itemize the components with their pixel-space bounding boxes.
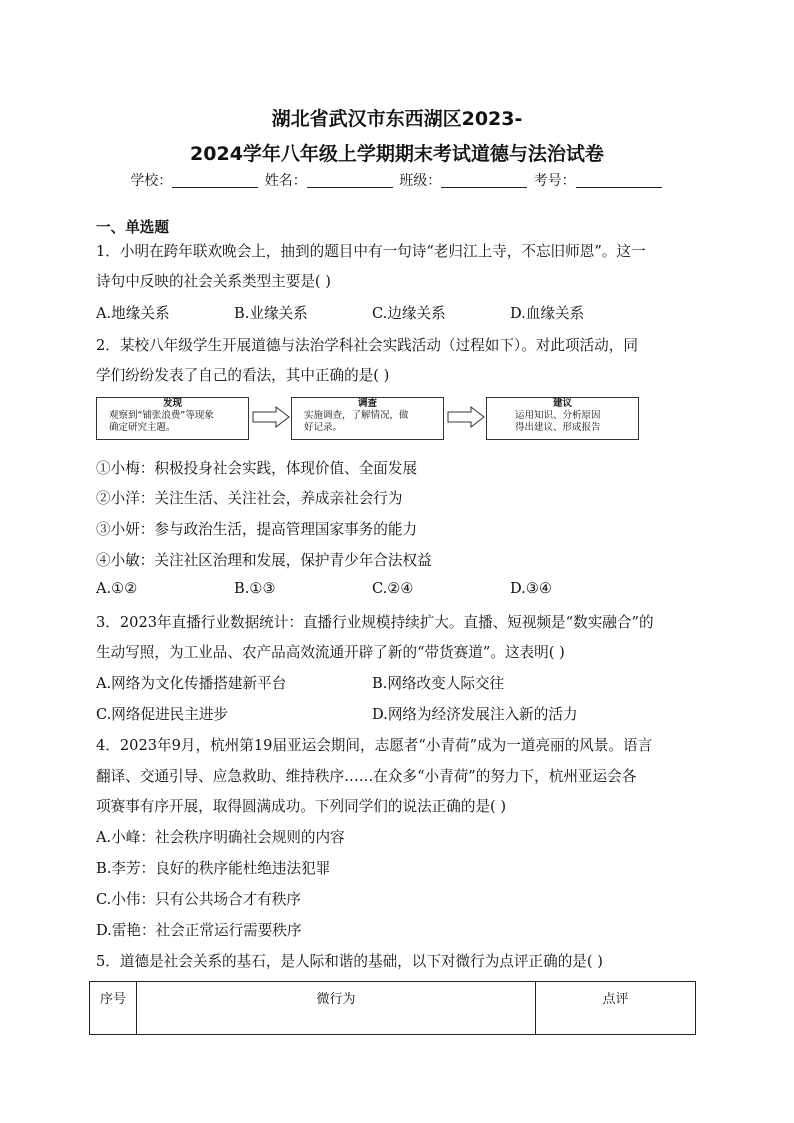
q1-option-c[interactable]: C.边缘关系 xyxy=(372,305,446,322)
flow-step-discover xyxy=(96,397,249,440)
flow-step-text: 实施调查，了解情况，做 xyxy=(304,410,409,421)
class-label: 班级： xyxy=(399,173,442,189)
q4-option-d[interactable]: D.雷艳：社会正常运行需要秩序 xyxy=(96,922,302,939)
flow-step-text: 好记录。 xyxy=(304,422,343,433)
table-header-cell: 点评 xyxy=(536,982,696,1035)
flow-step-text: 运用知识、分析原因 xyxy=(515,410,601,421)
flow-step-head: 发现 xyxy=(162,398,182,409)
q2-statement-1: ①小梅：积极投身社会实践，体现价值、全面发展 xyxy=(96,460,418,477)
q2-option-b[interactable]: B.①③ xyxy=(234,580,276,597)
q2-statement-4: ④小敏：关注社区治理和发展，保护青少年合法权益 xyxy=(96,552,432,569)
q1-option-b[interactable]: B.业缘关系 xyxy=(234,305,308,322)
arrow-right-icon xyxy=(252,406,290,428)
section-heading: 一、单选题 xyxy=(96,219,169,236)
flow-step-suggest xyxy=(486,397,639,440)
q4-stem-line2: 翻译、交通引导、应急救助、维持秩序……在众多“小青荷”的努力下，杭州亚运会各 xyxy=(96,768,637,785)
q4-stem-line3: 项赛事有序开展，取得圆满成功。下列同学们的说法正确的是( ) xyxy=(96,798,507,815)
table-header-cell: 微行为 xyxy=(137,982,536,1035)
name-label: 姓名： xyxy=(264,173,307,189)
table-header-row xyxy=(90,982,696,1035)
q3-option-a[interactable]: A.网络为文化传播搭建新平台 xyxy=(96,675,287,692)
q3-option-d[interactable]: D.网络为经济发展注入新的活力 xyxy=(372,706,578,723)
flow-step-survey xyxy=(291,397,444,440)
q5-stem-line1: 5．道德是社会关系的基石，是人际和谐的基础，以下对微行为点评正确的是( ) xyxy=(96,953,603,970)
q3-stem-line2: 生动写照，为工业品、农产品高效流通开辟了新的“带货赛道”。这表明( ) xyxy=(96,644,565,661)
class-field[interactable] xyxy=(441,173,527,188)
q4-stem-line1: 4．2023年9月，杭州第19届亚运会期间，志愿者“小青荷”成为一道亮丽的风景。语言 xyxy=(96,737,653,754)
arrow-right-icon xyxy=(447,406,485,428)
page-title-line2: 2024学年八年级上学期期末考试道德与法治试卷 xyxy=(190,143,604,165)
flow-step-head: 调查 xyxy=(357,398,377,409)
table-header-cell: 序号 xyxy=(90,982,137,1035)
school-field[interactable] xyxy=(172,173,258,188)
page-title-line1: 湖北省武汉市东西湖区2023- xyxy=(271,108,523,130)
q2-statement-3: ③小妍：参与政治生活，提高管理国家事务的能力 xyxy=(96,521,418,538)
q2-option-d[interactable]: D.③④ xyxy=(510,580,552,597)
name-field[interactable] xyxy=(307,173,393,188)
q2-statement-2: ②小洋：关注生活、关注社会，养成亲社会行为 xyxy=(96,490,403,507)
q1-stem-line1: 1．小明在跨年联欢晚会上，抽到的题目中有一句诗“老归江上寺，不忘旧师恩”。这一 xyxy=(96,243,646,260)
q3-option-c[interactable]: C.网络促进民主进步 xyxy=(96,706,229,723)
flow-step-text: 确定研究主题。 xyxy=(109,422,176,433)
exam-no-field[interactable] xyxy=(576,173,662,188)
q2-stem-line1: 2．某校八年级学生开展道德与法治学科社会实践活动（过程如下）。对此项活动，同 xyxy=(96,337,638,354)
q4-option-a[interactable]: A.小峰：社会秩序明确社会规则的内容 xyxy=(96,829,345,846)
q2-option-a[interactable]: A.①② xyxy=(96,580,138,597)
q3-stem-line1: 3．2023年直播行业数据统计：直播行业规模持续扩大。直播、短视频是“数实融合”的 xyxy=(96,614,654,631)
q2-option-c[interactable]: C.②④ xyxy=(372,580,414,597)
exam-no-label: 考号： xyxy=(533,173,576,189)
q1-option-d[interactable]: D.血缘关系 xyxy=(510,305,585,322)
q1-stem-line2: 诗句中反映的社会关系类型主要是( ) xyxy=(96,273,331,290)
q4-option-b[interactable]: B.李芳：良好的秩序能杜绝违法犯罪 xyxy=(96,860,331,877)
flow-step-text: 得出建议、形成报告 xyxy=(515,422,601,433)
q1-option-a[interactable]: A.地缘关系 xyxy=(96,305,170,322)
q5-table xyxy=(89,981,696,1035)
q4-option-c[interactable]: C.小伟：只有公共场合才有秩序 xyxy=(96,891,302,908)
school-label: 学校： xyxy=(130,173,173,189)
student-info-line xyxy=(0,170,794,190)
q2-stem-line2: 学们纷纷发表了自己的看法，其中正确的是( ) xyxy=(96,367,390,384)
flow-step-head: 建议 xyxy=(552,398,572,409)
q3-option-b[interactable]: B.网络改变人际交往 xyxy=(372,675,505,692)
flow-step-text: 观察到“铺张浪费”等现象 xyxy=(109,410,214,421)
